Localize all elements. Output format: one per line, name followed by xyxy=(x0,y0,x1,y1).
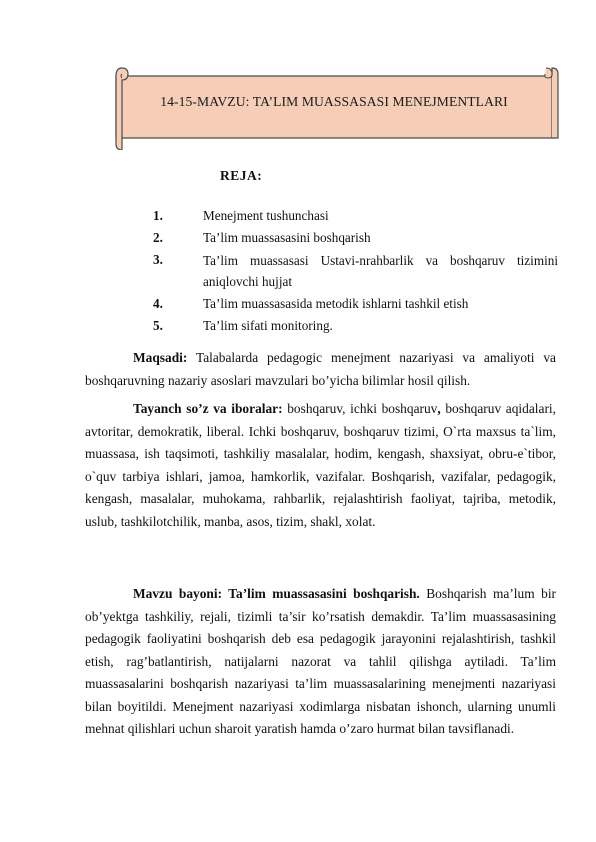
plan-item xyxy=(153,316,558,338)
plan-heading: REJA: xyxy=(220,168,263,183)
plan-item xyxy=(153,250,558,294)
plan-item-number: 1. xyxy=(153,208,163,223)
plan-item-number: 5. xyxy=(153,318,163,333)
plan-item xyxy=(153,294,558,316)
topic-body-text: Boshqarish ma’lum bir ob’yektga tashkiliy, rejali, tizimli ta’sir ko’rsatish demakdir. Ta’lim muassasasining pedagogik faoliyatini boshqarish deb esa pedagogik jarayonini rejalashtirish, tashkil etish, rag’batlantirish, natijalarni nazorat va tahlil qilishga aytiladi. Ta’lim muassasalarini boshqarish nazariyasi ta’lim muassasalarining menejmenti nazariyasi bilan boyitildi. Menejment nazariyasi xodimlarga nisbatan ishonch, ularning unumli mehnat qilishlari uchun sharoit yaratish hamda o’zaro hurmat bilan tavsiflanadi. xyxy=(85,586,556,736)
plan-item-number: 2. xyxy=(153,230,163,245)
plan-item-number: 4. xyxy=(153,296,163,311)
keywords-text-b: boshqaruv aqidalari, avtoritar, demokratik, liberal. Ichki boshqaruv, boshqaruv tizimi, O`rta maxsus ta`lim, muassasa, ish taqsimoti, tashkiliy masalalar, hodim, kengash, shaxsiyat, obru-e`tibor, o`quv tarbiya ishlari, jamoa, hamkorlik, vazifalar. Boshqarish, vazifalar, pedagogik, kengash, masalalar, muhokama, rahbarlik, rejalashtirish faoliyat, tajriba, metodik, uslub, tashkilotchilik, manba, asos, tizim, shakl, xolat. xyxy=(85,401,556,529)
plan-item-number: 3. xyxy=(153,252,163,267)
keywords-paragraph xyxy=(85,398,556,533)
keywords-text-a: boshqaruv, ichki boshqaruv xyxy=(282,401,438,416)
keywords-bold-comma: , xyxy=(437,401,441,416)
keywords-label: Tayanch so’z va iboralar: xyxy=(133,401,283,416)
plan-list xyxy=(153,206,558,338)
topic-body-label: Mavzu bayoni: Ta’lim muassasasini boshqarish. xyxy=(133,586,420,601)
topic-title: 14-15-MAVZU: TA’LIM MUASSASASI MENEJMENTLARI xyxy=(160,94,508,109)
plan-item xyxy=(153,228,558,250)
plan-item-text: Ta’lim sifati monitoring. xyxy=(203,318,333,333)
plan-item-text: Ta’lim muassasasida metodik ishlarni tashkil etish xyxy=(203,296,469,311)
plan-item-text: Menejment tushunchasi xyxy=(203,208,329,223)
goal-paragraph xyxy=(85,347,556,392)
title-banner xyxy=(108,64,560,150)
goal-label: Maqsadi: xyxy=(133,350,188,365)
plan-item-text: Ta’lim muassasasini boshqarish xyxy=(203,230,371,245)
topic-body-paragraph xyxy=(85,583,556,741)
plan-item xyxy=(153,206,558,228)
plan-item-text: Ta’lim muassasasi Ustavi-nrahbarlik va boshqaruv tizimini aniqlovchi hujjat xyxy=(203,253,558,289)
goal-text: Talabalarda pedagogic menejment nazariyasi va amaliyoti va boshqaruvning nazariy asoslari mavzulari bo’yicha bilimlar hosil qilish. xyxy=(85,350,556,388)
